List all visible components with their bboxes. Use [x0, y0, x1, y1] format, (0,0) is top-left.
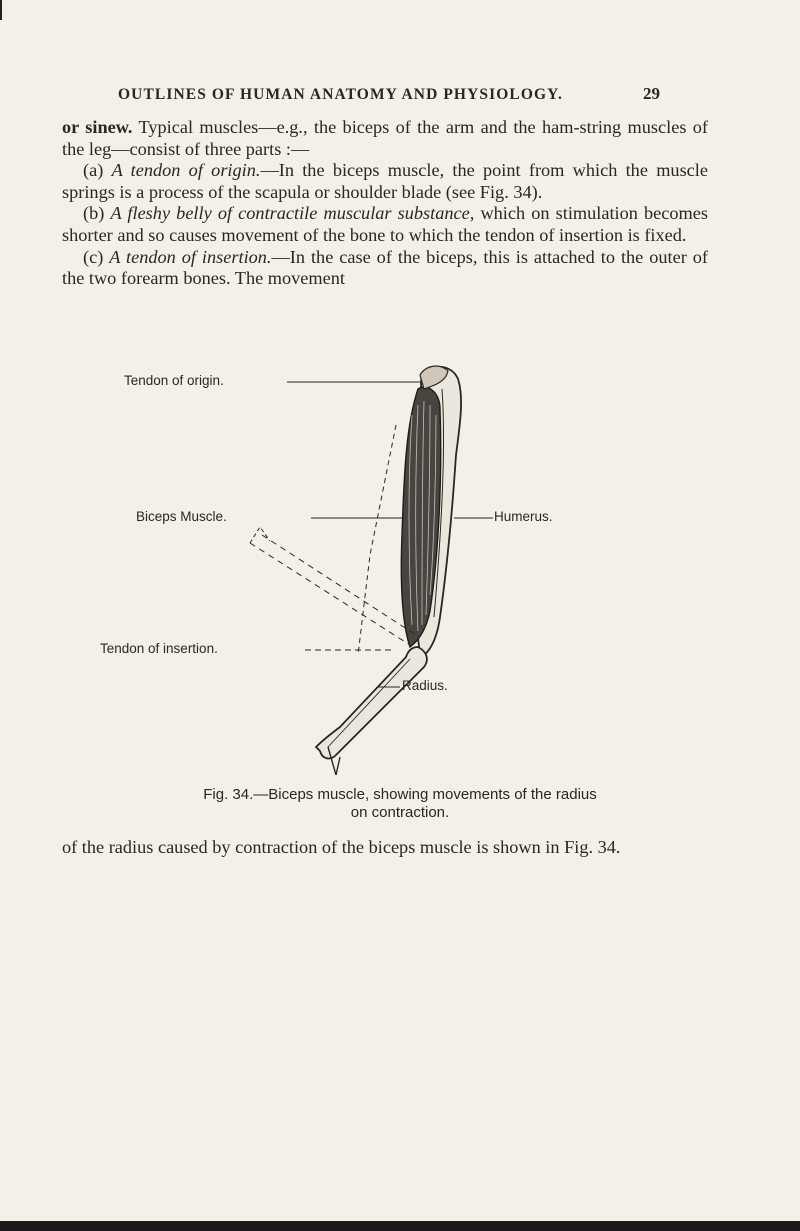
paragraph-a: [62, 160, 708, 203]
term-tendon-origin: A tendon of origin.: [111, 160, 261, 181]
dashed-radius-1: [250, 543, 410, 645]
running-header: [0, 86, 800, 110]
label-radius: Radius.: [402, 678, 448, 693]
label-tendon-of-origin: Tendon of origin.: [124, 373, 224, 388]
closing-paragraph: of the radius caused by contraction of the biceps muscle is shown in Fig. 34.: [62, 837, 621, 857]
page-bottom-edge: [0, 1221, 800, 1231]
dashed-radius-2: [262, 535, 416, 635]
label-tendon-of-insertion: Tendon of insertion.: [100, 641, 218, 656]
paragraph-a-text: —In the biceps muscle, the point from which the muscle springs is a process of the scapula or shoulder blade (see Fig. 34).: [62, 160, 708, 202]
edge-mark: [0, 0, 2, 20]
running-title: OUTLINES OF HUMAN ANATOMY AND PHYSIOLOGY.: [118, 86, 563, 103]
paragraph-intro: [62, 117, 708, 160]
label-humerus: Humerus.: [494, 509, 553, 524]
paragraph-c: [62, 247, 708, 290]
marker-a: (a): [83, 160, 112, 181]
biceps-illustration: [100, 355, 600, 775]
paragraph-b-text: which on stimulation becomes shorter and so causes movement of the bone to which the tendon of insertion is fixed.: [62, 203, 709, 245]
term-fleshy-belly: A fleshy belly of contractile muscular substance,: [110, 203, 475, 224]
page-number: 29: [643, 84, 660, 103]
marker-b: (b): [83, 203, 111, 224]
caption-line-1: Fig. 34.—Biceps muscle, showing movements of the radius: [203, 786, 597, 803]
term-sinew: or sinew.: [62, 117, 133, 137]
body-text: [62, 117, 708, 290]
marker-c: (c): [83, 246, 110, 267]
term-tendon-insertion: A tendon of insertion.: [109, 246, 272, 267]
intro-text: Typical muscles—e.g., the biceps of the arm and the ham-string muscles of the leg—consist of three parts :—: [62, 117, 708, 159]
paragraph-b: [62, 203, 708, 246]
dashed-outline-upper: [358, 425, 396, 655]
paragraph-c-text: —In the case of the biceps, this is attached to the outer of the two forearm bones. The movement: [62, 246, 708, 289]
caption-line-2: on contraction.: [350, 804, 450, 821]
figure-34: [100, 355, 600, 775]
label-biceps-muscle: Biceps Muscle.: [136, 509, 227, 524]
figure-caption: [0, 786, 800, 822]
